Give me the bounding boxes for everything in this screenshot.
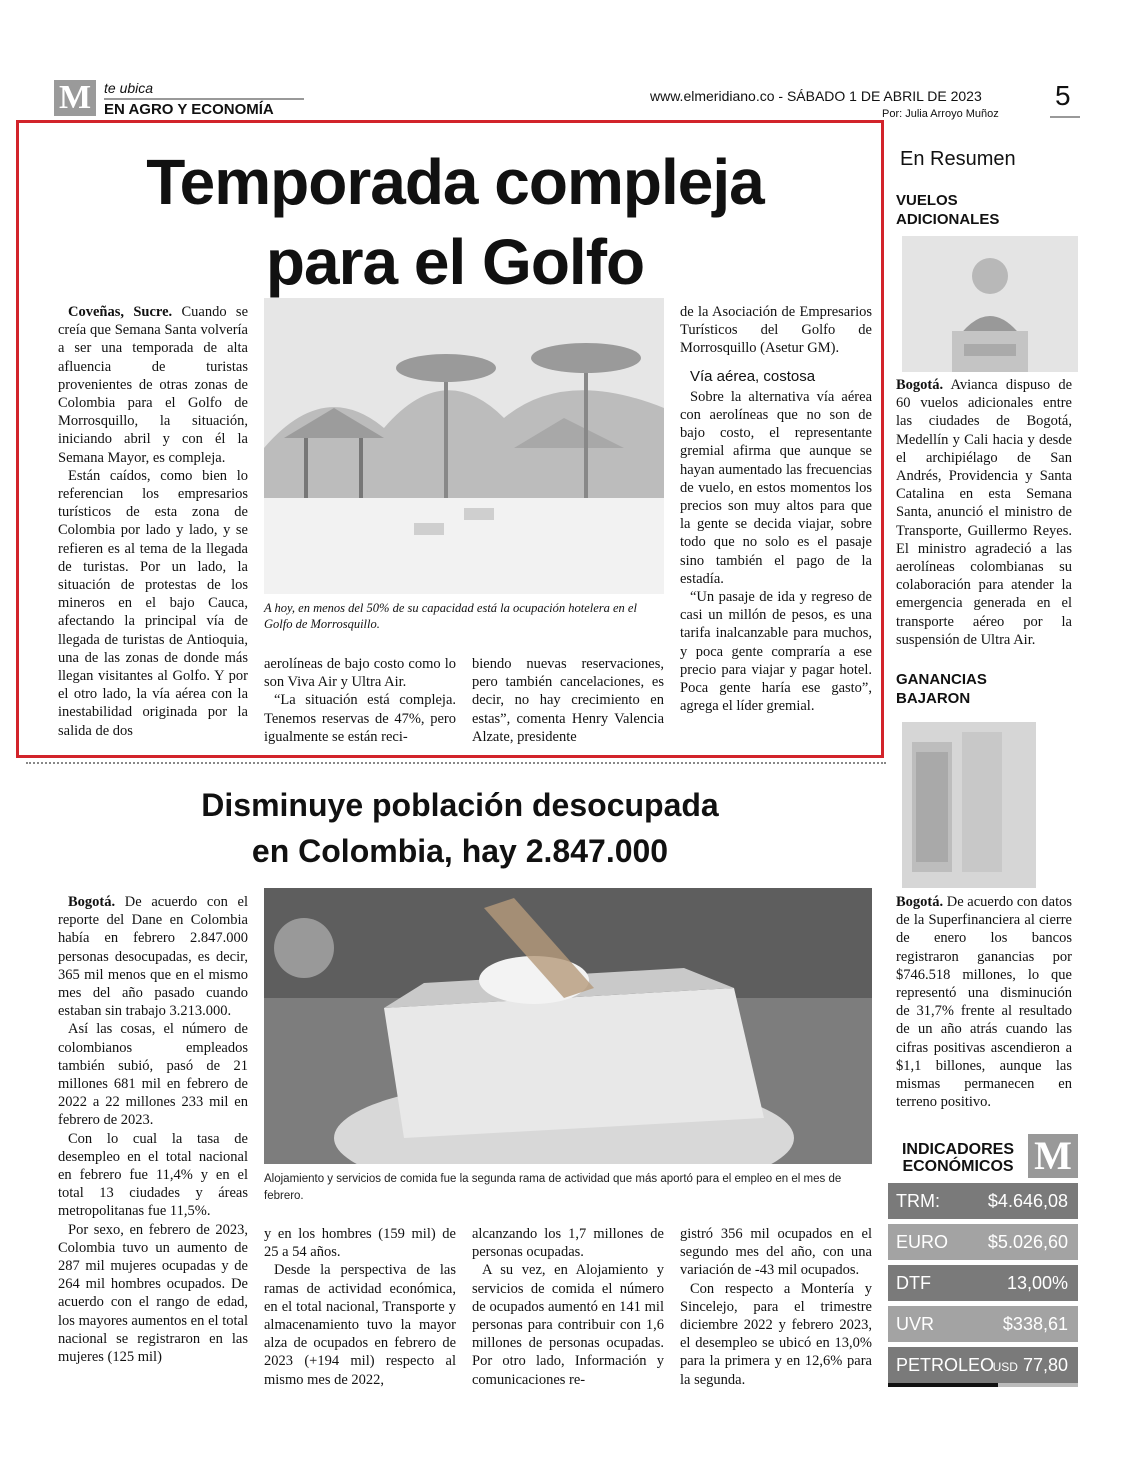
article1-photo-caption: A hoy, en menos del 50% de su capacidad está la ocupación hotelera en el Golfo de Morrosquillo.	[264, 601, 637, 631]
minister-photo	[902, 236, 1078, 372]
paragraph: Avianca dispuso de 60 vuelos adicionales entre las ciudades de Bogotá, Medellín y Cali hacia y desde el archipiélago de San Andrés, Providencia y Santa Catalina en esta Semana Santa, anunció el ministro de Transporte, Guillermo Reyes. El ministro agradeció a las aerolíneas colombianas su colaboración para atender la emergencia generada en el transporte aéreo por la suspensión de Ultra Air.	[896, 377, 1073, 648]
indicator-row-petroleo	[888, 1347, 1078, 1383]
paragraph: De acuerdo con el reporte del Dane en Colombia había en febrero 2.847.000 personas desocupadas, es decir, 365 mil menos que en el mismo mes del año pasado cuando estaban sin trabajo 3.213.000.	[58, 894, 248, 1020]
indicator-label: TRM:	[896, 1191, 940, 1211]
paragraph: Así las cosas, el número de colombianos empleados también subió, pasó de 21 millones 681 mil en febrero de 2022 a 22 millones 233 mil en febrero de 2023.	[58, 1021, 248, 1129]
article2-column-2	[264, 1225, 456, 1389]
beach-photo	[264, 298, 664, 594]
indicators-title-line2: ECONÓMICOS	[902, 1158, 1014, 1175]
sidebar-item2-title: GANANCIAS BAJARON	[896, 671, 987, 707]
page-number: 5	[1055, 80, 1071, 111]
paragraph: biendo nuevas reservaciones, pero también cancelaciones, es decir, no hay crecimiento en estas”, comenta Henry Valencia Alzate, presidente	[472, 656, 664, 745]
section-name: EN AGRO Y ECONOMÍA	[104, 101, 274, 118]
indicator-label: EURO	[896, 1232, 949, 1252]
article2-column-3	[472, 1225, 664, 1389]
paragraph: A su vez, en Alojamiento y servicios de comida el número de ocupados aumentó en 141 mil personas para contribuir con 1,6 millones de personas ocupadas. Por otro lado, Información y comunicaciones re-	[472, 1262, 664, 1388]
byline: Por: Julia Arroyo Muñoz	[882, 108, 999, 120]
indicators-bottom-bar	[888, 1383, 998, 1387]
paragraph: de la Asociación de Empresarios Turísticos del Golfo de Morrosquillo (Asetur GM).	[680, 304, 872, 357]
sidebar-title: En Resumen	[900, 148, 1016, 170]
section-rule	[104, 98, 304, 100]
headline-line1: Temporada compleja	[146, 146, 764, 218]
dessert-photo	[264, 888, 872, 1164]
dessert-photo-illustration	[264, 888, 872, 1164]
indicator-row-dtf	[888, 1265, 1078, 1301]
article1-column-1	[58, 303, 248, 740]
paragraph: De acuerdo con datos de la Superfinanciera al cierre de enero los bancos registraron ganancias por $746.518 millones, lo que representó una disminución de 31,7% frente al resultado de un año atrás cuando las cifras positivas ascendieron a $1,1 billones, aunque las mismas permanecen en terreno positivo.	[896, 894, 1073, 1111]
indicator-value-group	[993, 1347, 1068, 1385]
article1-column-3	[472, 655, 664, 746]
paragraph: “La situación está compleja. Tenemos reservas de 47%, pero igualmente se están reci-	[264, 692, 456, 745]
paragraph: Sobre la alternativa vía aérea con aerolíneas que no son de bajo costo, el representante gremial afirma que aunque se hayan aumentado las frecuencias de vuelo, en estos momentos los precios son muy altos para que la gente se decida viajar, sobre todo que no solo es el pasaje sino también el pago de la estadía.	[680, 388, 872, 587]
article-separator	[26, 762, 886, 764]
indicators-title	[892, 1141, 1024, 1175]
dateline: Coveñas, Sucre.	[68, 304, 173, 320]
indicator-label: DTF	[896, 1273, 931, 1293]
article1-subhead: Vía aérea, costosa	[690, 367, 816, 385]
indicator-label: PETROLEO	[896, 1355, 995, 1375]
dateline: Bogotá.	[896, 377, 944, 393]
article2-column-4	[680, 1225, 872, 1389]
paragraph: Están caídos, como bien lo referencian los empresarios turísticos de esta zona de Colombia por lado y lado, y se refieren es al tema de la llegada de turistas. Por un lado, la situación de protestas de los mineros en el bajo Cauca, afectando la principal vía de llegada de turistas de Antioquia, una de las zonas de donde más llegan visitantes al Golfo. Y por el otro lado, la vía aérea con la inestabilidad originada por la salida de dos	[58, 467, 248, 739]
indicator-value: $338,61	[1002, 1314, 1068, 1334]
indicators-bottom-bar-light	[998, 1383, 1078, 1387]
paragraph: y en los hombres (159 mil) de 25 a 54 años.	[264, 1226, 456, 1261]
paragraph: alcanzando los 1,7 millones de personas ocupadas.	[472, 1226, 664, 1261]
sidebar-item2-text	[896, 893, 1072, 1111]
money-photo-illustration	[902, 722, 1036, 888]
page-number-rule	[1050, 116, 1080, 118]
indicators-title-line1: INDICADORES	[901, 1141, 1014, 1158]
dateline: Bogotá.	[68, 894, 116, 910]
headline-line1: Disminuye población desocupada	[201, 787, 719, 823]
site-date[interactable]: www.elmeridiano.co - SÁBADO 1 DE ABRIL DE 2023	[650, 88, 982, 104]
beach-photo-illustration	[264, 298, 664, 594]
headline-line2: para el Golfo	[265, 226, 645, 298]
sidebar-item1-title: VUELOS ADICIONALES	[896, 192, 1000, 228]
indicator-label: UVR	[896, 1314, 935, 1334]
headline-line2: en Colombia, hay 2.847.000	[251, 833, 669, 869]
paragraph: aerolíneas de bajo costo como lo son Viva Air y Ultra Air.	[264, 656, 456, 691]
paragraph: Por sexo, en febrero de 2023, Colombia tuvo un aumento de 287 mil mujeres ocupadas y de 264 mil hombres ocupados. De acuerdo con el rango de edad, los mayores aumentos en el total nacional se registraron en las mujeres (125 mil)	[58, 1221, 248, 1366]
article2-photo-caption: Alojamiento y servicios de comida fue la segunda rama de actividad que más aportó para el empleo en el mes de febrero.	[264, 1173, 842, 1202]
dateline: Bogotá.	[896, 894, 944, 910]
article1-column-2	[264, 655, 456, 746]
money-photo	[902, 722, 1036, 888]
newspaper-logo: M	[54, 80, 96, 116]
indicator-row-euro	[888, 1224, 1078, 1260]
indicator-row-trm	[888, 1183, 1078, 1219]
tagline: te ubica	[104, 80, 154, 96]
paragraph: Con respecto a Montería y Sincelejo, para el trimestre diciembre 2022 y febrero 2023, el desempleo se ubicó en 13,0% para la primera y en 12,6% para la segunda.	[680, 1280, 872, 1388]
article1-column-4	[680, 303, 872, 715]
indicator-unit: USD	[992, 1360, 1018, 1374]
paragraph: Con lo cual la tasa de desempleo en el total nacional en febrero fue 11,4% y en el total 13 ciudades y áreas metropolitanas fue 11,5%.	[58, 1130, 248, 1220]
indicator-value: 13,00%	[1006, 1273, 1068, 1293]
indicator-value: 77,80	[1022, 1355, 1068, 1375]
paragraph: Cuando se creía que Semana Santa volvería a ser una temporada de alta afluencia de turistas provenientes de otras zonas de Colombia para el Golfo de Morrosquillo, la situación, iniciando abril y con él la Semana Mayor, es compleja.	[58, 304, 249, 466]
paragraph: “Un pasaje de ida y regreso de casi un millón de pesos, es una tarifa inalcanzable para muchos, y poca gente compraría a ese precio para viajar y pagar hotel. Poca gente haría ese gasto”, agrega el líder gremial.	[680, 589, 872, 715]
article2-column-1	[58, 893, 248, 1366]
indicator-row-uvr	[888, 1306, 1078, 1342]
minister-photo-illustration	[902, 236, 1078, 372]
article1-headline	[30, 142, 880, 302]
indicator-value: $4.646,08	[987, 1191, 1068, 1211]
sidebar-item1-text	[896, 376, 1072, 649]
paragraph: gistró 356 mil ocupados en el segundo mes del año, con una variación de -43 mil ocupados.	[680, 1226, 872, 1279]
article2-headline	[70, 782, 850, 874]
paragraph: Desde la perspectiva de las ramas de actividad económica, en el total nacional, Transporte y almacenamiento tuvo la mayor alza de ocupados en febrero de 2023 (+194 mil) respecto al mismo mes de 2022,	[264, 1262, 456, 1388]
indicator-value: $5.026,60	[987, 1232, 1068, 1252]
indicators-logo: M	[1028, 1134, 1078, 1178]
